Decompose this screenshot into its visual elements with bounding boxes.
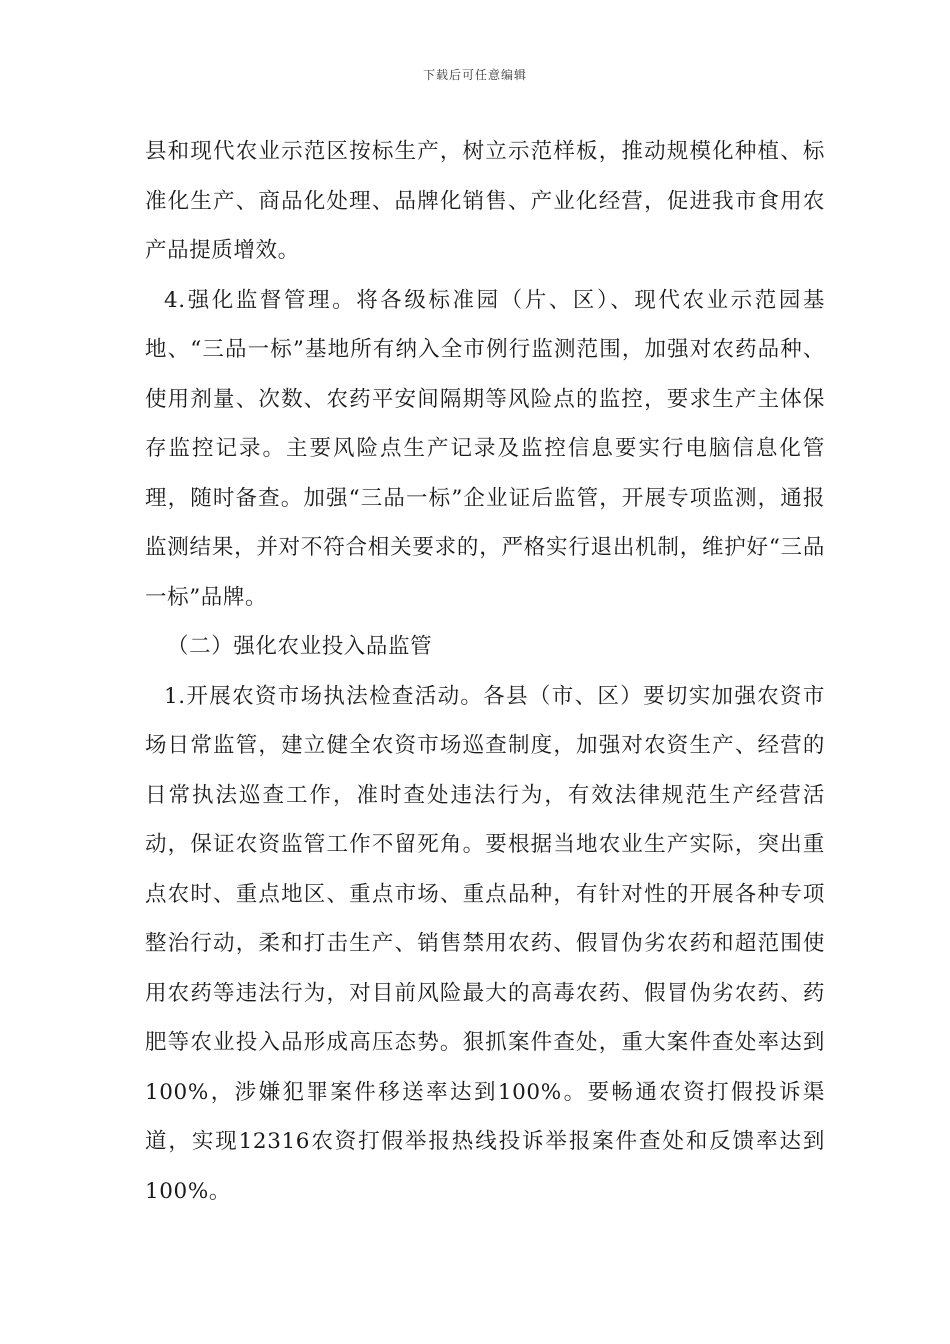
paragraph-market-inspection: 1.开展农资市场执法检查活动。各县（市、区）要切实加强农资市场日常监管，建立健全农资市场巡查制度，加强对农资生产、经营的日常执法巡查工作，准时查处违法行为，有效法律规范生产经营活动，保证农资监管工作不留死角。要根据当地农业生产实际，突出重点农时、重点地区、重点市场、重点品种，有针对性的开展各种专项整治行动，柔和打击生产、销售禁用农药、假冒伪劣农药和超范围使用农药等违法行为，对目前风险最大的高毒农药、假冒伪劣农药、药肥等农业投入品形成高压态势。狠抓案件查处，重大案件查处率达到100%，涉嫌犯罪案件移送率达到100%。要畅通农资打假投诉渠道，实现12316农资打假举报热线投诉举报案件查处和反馈率达到100%。 (145, 683, 825, 1204)
paragraph-continuation: 县和现代农业示范区按标生产，树立示范样板，推动规模化种植、标准化生产、商品化处理、品牌化销售、产业化经营，促进我市食用农产品提质增效。 (145, 139, 825, 263)
section-heading: （二）强化农业投入品监管 (167, 634, 433, 659)
paragraph-supervision: 4.强化监督管理。将各级标准园（片、区）、现代农业示范园基地、“三品一标”基地所有纳入全市例行监测范围，加强对农药品种、使用剂量、次数、农药平安间隔期等风险点的监控，要求生产主体保存监控记录。主要风险点生产记录及监控信息要实行电脑信息化管理，随时备查。加强“三品一标”企业证后监管，开展专项监测，通报监测结果，并对不符合相关要求的，严格实行退出机制，维护好“三品一标”品牌。 (145, 287, 825, 610)
page-header-note: 下载后可任意编辑 (422, 68, 527, 82)
document-body (145, 127, 825, 1216)
